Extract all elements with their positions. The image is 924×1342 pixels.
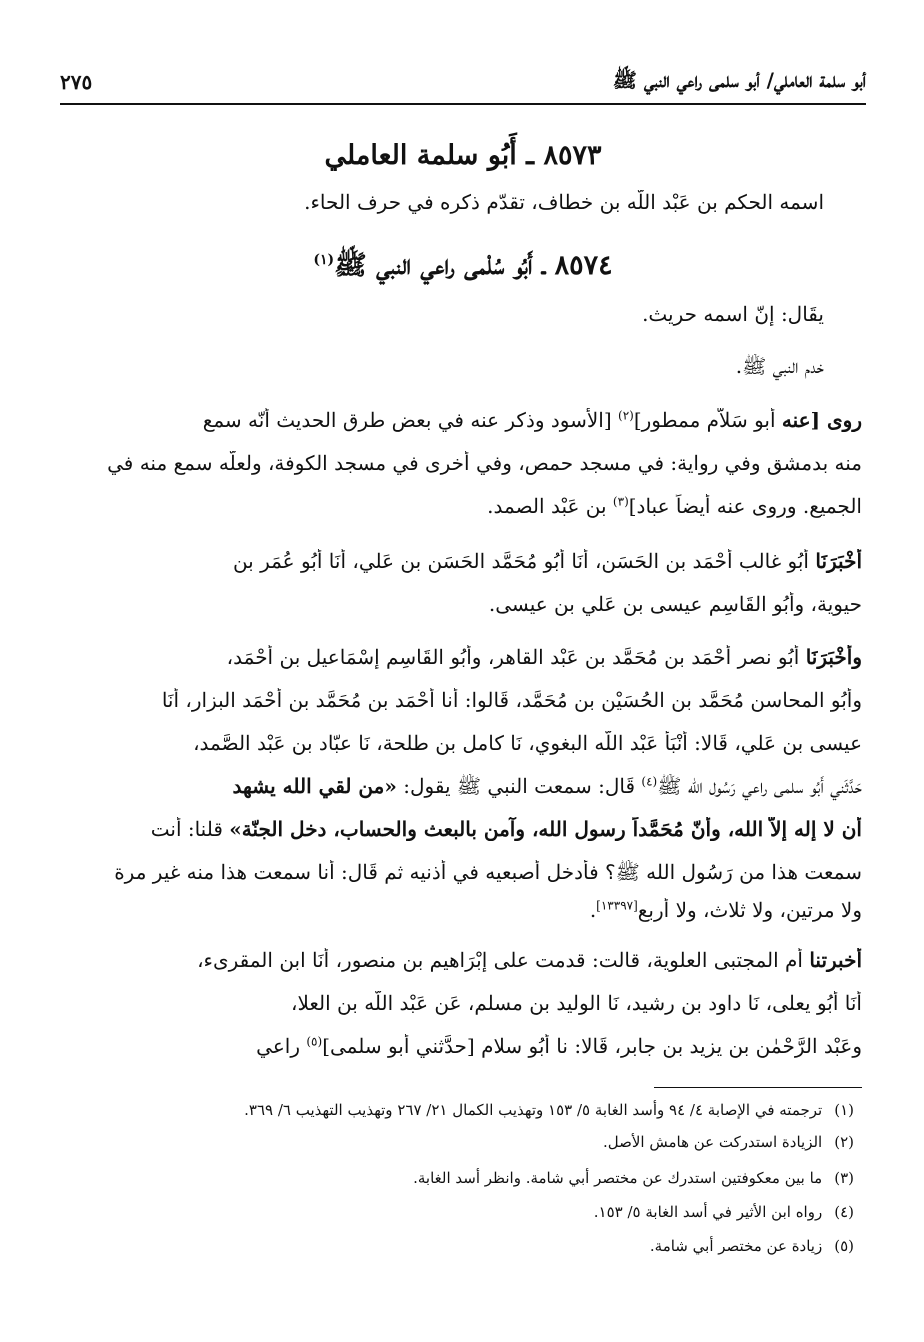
entry-title: أَبُو سلمة العاملي <box>324 140 517 171</box>
text-run: قَال: سمعت النبي ﷺ يقول: <box>396 774 642 798</box>
entry-number: ٨٥٧٤ <box>554 250 613 281</box>
footnote-4 <box>60 1203 854 1221</box>
text-run: أَبُو نصر أَحْمَد بن مُحَمَّد بن عَبْد القاهر، وأَبُو القَاسِم إسْمَاعيل بن أَحْمَد، <box>226 645 806 669</box>
body-line-11 <box>60 774 862 803</box>
body-line-4: منه بدمشق وفي رواية: في مسجد حمص، وفي أخرى في مسجد الكوفة، ولعلّه سمع منه في <box>107 451 862 475</box>
bold-phrase: «من لقي الله يشهد <box>232 774 397 798</box>
footnote-divider <box>654 1087 862 1088</box>
footnote-5 <box>60 1237 854 1255</box>
body-line-14 <box>60 898 862 922</box>
bold-phrase: أَخْبَرَنَا <box>815 549 862 573</box>
footnote-2 <box>60 1133 854 1151</box>
text-run: . <box>589 898 597 922</box>
bold-phrase: روى [عنه <box>781 408 862 432</box>
footnote-number: (٣) <box>834 1169 854 1187</box>
body-line-5 <box>60 494 862 518</box>
body-line-17 <box>60 1034 862 1058</box>
footnote-ref: (١) <box>313 252 335 268</box>
text-run: قلنا: أنت <box>150 817 230 841</box>
footnote-number: (٢) <box>834 1133 854 1151</box>
body-line-10: عيسى بن عَلي، قَالا: أَنْبَأ عَبْد اللّه البغوي، نَا كامل بن طلحة، نَا عبّاد بن عَبْد الصَّمد، <box>193 731 862 755</box>
body-line-2: خدم النبي ﷺ. <box>735 354 824 378</box>
body-line-12 <box>60 817 862 841</box>
bold-phrase: وأَخْبَرَنَا <box>805 645 862 669</box>
page-number: ٢٧٥ <box>60 70 93 94</box>
footnote-text: ترجمته في الإصابة ٤/ ٩٤ وأسد الغابة ٥/ ١٥٣ وتهذيب الكمال ٢١/ ٢٦٧ وتهذيب التهذيب ٦/ ٣٦٩. <box>244 1101 823 1119</box>
header-divider <box>60 103 866 105</box>
body-line-6 <box>60 549 862 573</box>
bold-phrase: أخبرتنا <box>809 948 862 972</box>
hadith-number: [١٣٣٩٧] <box>596 898 638 913</box>
entry-heading-8573 <box>60 140 866 171</box>
footnote-ref: (٥) <box>306 1034 323 1049</box>
footnote-ref: (٢) <box>618 408 634 423</box>
running-header <box>60 64 866 100</box>
body-line-1: يقَال: إنّ اسمه حريث. <box>642 302 824 326</box>
footnote-text: رواه ابن الأثير في أسد الغابة ٥/ ١٥٣. <box>593 1203 823 1221</box>
text-run: راعي <box>256 1034 307 1058</box>
body-line-7: حيوية، وأَبُو القَاسِم عيسى بن عَلي بن عيسى. <box>488 592 862 616</box>
text-run: أبو سَلاّم ممطور] <box>633 408 782 432</box>
footnote-number: (٥) <box>834 1237 854 1255</box>
footnote-text: زيادة عن مختصر أبي شامة. <box>649 1237 823 1255</box>
body-line-9: وأَبُو المحاسن مُحَمَّد بن الحُسَيْن بن مُحَمَّد، قَالوا: أنا أَحْمَد بن مُحَمَّد بن أَحْمَد البزار، أَنَا <box>161 688 862 712</box>
entry-8573-text: اسمه الحكم بن عَبْد اللّه بن خطاف، تقدّم ذكره في حرف الحاء. <box>304 190 824 214</box>
text-run: حَدَّثَني أَبُو سلمى راعي رَسُول الله ﷺ <box>657 774 862 798</box>
footnote-3 <box>60 1169 854 1187</box>
entry-number: ٨٥٧٣ <box>543 140 602 171</box>
footnote-number: (٤) <box>834 1203 854 1221</box>
entry-heading-8574 <box>60 248 866 288</box>
text-run: ولا مرتين، ولا ثلاث، ولا أربع <box>637 898 862 922</box>
footnote-text: الزيادة استدركت عن هامش الأصل. <box>603 1133 823 1151</box>
body-line-8 <box>60 645 862 669</box>
entry-title: أَبُو سُلْمى راعي النبي ﷺ <box>334 250 533 281</box>
text-run: وعَبْد الرَّحْمٰن بن يزيد بن جابر، قَالا: نا أَبُو سلام [حدَّثني أَبو سلمى] <box>322 1034 862 1058</box>
body-line-13: سمعت هذا من رَسُول الله ﷺ؟ فأدخل أصبعيه في أذنيه ثم قَال: أنا سمعت هذا منه غير مرة <box>114 860 862 884</box>
footnote-text: ما بين معكوفتين استدرك عن مختصر أبي شامة. وانظر أسد الغابة. <box>413 1169 823 1187</box>
text-run: أَبُو غالب أَحْمَد بن الحَسَن، أَنَا أَبُو مُحَمَّد الحَسَن بن عَلي، أَنَا أَبُو عُمَر بن <box>232 549 816 573</box>
body-line-16: أَنَا أَبُو يعلى، نَا داود بن رشيد، نَا الوليد بن مسلم، عَن عَبْد اللّه بن العلا، <box>291 991 862 1015</box>
footnote-number: (١) <box>834 1101 854 1119</box>
footnote-ref: (٤) <box>641 774 658 789</box>
entry-dash: ـ <box>532 250 546 281</box>
text-run: [الأسود وذكر عنه في بعض طرق الحديث أنّه سمع <box>202 408 618 432</box>
bold-phrase: أن لا إله إلاّ الله، وأنّ مُحَمَّداً رسول الله، وآمن بالبعث والحساب، دخل الجنّة» <box>229 817 862 841</box>
body-line-15 <box>60 948 862 972</box>
running-title: أبو سلمة العاملي/ أبو سلمى راعي النبي ﷺ <box>612 67 866 92</box>
text-run: الجميع. وروى عنه أيضاً عباد] <box>628 494 862 518</box>
footnote-ref: (٣) <box>612 494 629 509</box>
text-run: بن عَبْد الصمد. <box>487 494 613 518</box>
body-line-3 <box>60 408 862 432</box>
text-run: أم المجتبى العلوية، قالت: قدمت على إبْرَاهيم بن منصور، أَنَا ابن المقرىء، <box>197 948 810 972</box>
footnote-1 <box>60 1101 854 1119</box>
entry-dash: ـ <box>516 140 535 171</box>
